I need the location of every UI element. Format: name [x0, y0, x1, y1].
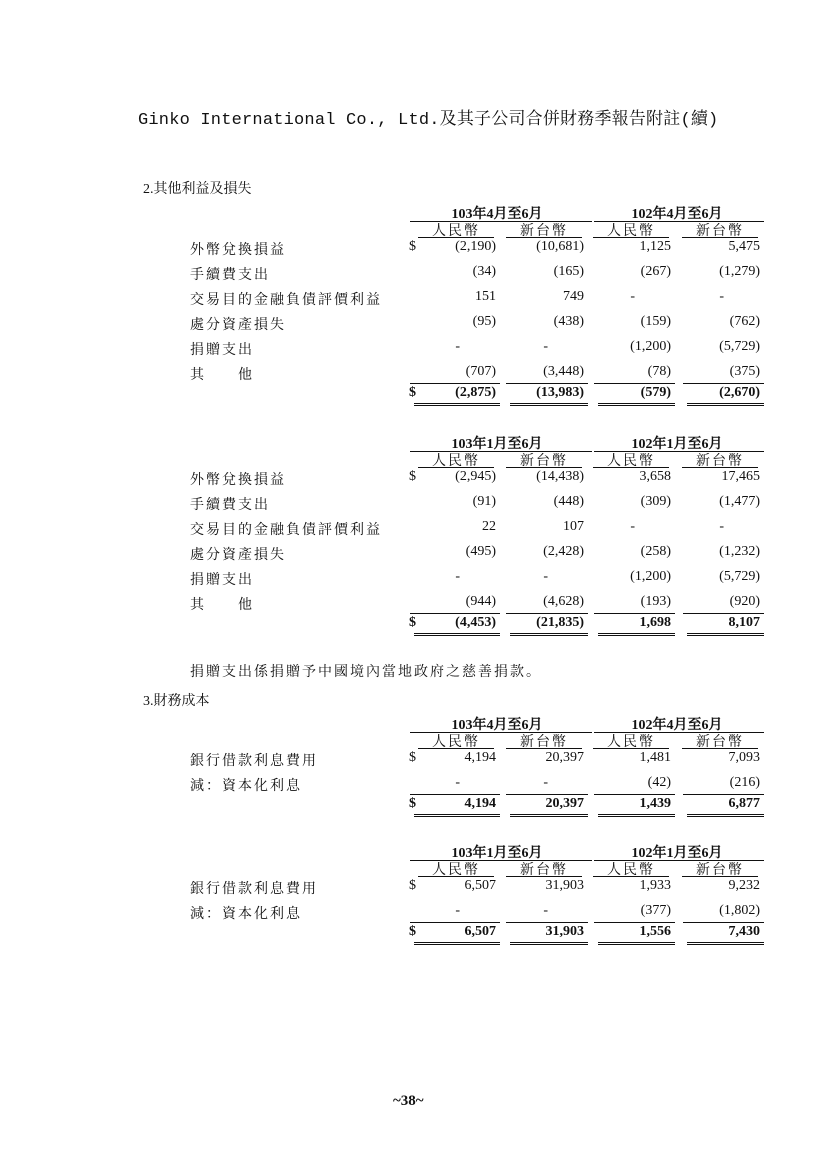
period-header-2013: 102年4月至6月	[631, 718, 723, 733]
subtotal-underline	[683, 922, 764, 923]
cell-value: (2,945)	[455, 469, 496, 484]
currency-header: 人民幣	[607, 735, 655, 750]
currency-header: 新台幣	[520, 454, 568, 469]
total-value: (2,670)	[719, 385, 760, 400]
cell-value: (707)	[465, 364, 496, 379]
currency-underline	[593, 876, 669, 877]
currency-underline	[418, 237, 494, 238]
cell-value: (375)	[729, 364, 760, 379]
currency-underline	[682, 876, 758, 877]
subtotal-underline	[506, 383, 588, 384]
cell-value: (762)	[729, 314, 760, 329]
total-value: 1,698	[639, 615, 671, 630]
period-header-2014: 103年4月至6月	[451, 207, 543, 222]
total-double-underline	[414, 814, 500, 817]
cell-value: (1,802)	[719, 903, 760, 918]
total-currency-symbol: $	[409, 615, 416, 630]
cell-value: (920)	[729, 594, 760, 609]
row-label: 銀行借款利息費用	[190, 882, 318, 897]
row-label: 處分資產損失	[190, 548, 286, 563]
subtotal-underline	[506, 794, 588, 795]
cell-value: -	[543, 903, 548, 918]
currency-underline	[418, 876, 494, 877]
currency-symbol: $	[409, 750, 416, 765]
row-label: 其 他	[190, 598, 254, 613]
cell-value: (2,428)	[543, 544, 584, 559]
currency-symbol: $	[409, 469, 416, 484]
total-value: (13,983)	[536, 385, 584, 400]
period-header-2014: 103年1月至6月	[451, 846, 543, 861]
subtotal-underline	[506, 613, 588, 614]
subtotal-underline	[410, 922, 500, 923]
currency-header: 人民幣	[432, 224, 480, 239]
cell-value: 17,465	[721, 469, 760, 484]
cell-value: 4,194	[464, 750, 496, 765]
currency-underline	[682, 237, 758, 238]
cell-value: 7,093	[728, 750, 760, 765]
total-value: 6,507	[464, 924, 496, 939]
cell-value: 1,481	[639, 750, 671, 765]
subtotal-underline	[410, 383, 500, 384]
total-value: 8,107	[728, 615, 760, 630]
cell-value: (78)	[647, 364, 671, 379]
cell-value: 3,658	[639, 469, 671, 484]
row-label: 銀行借款利息費用	[190, 754, 318, 769]
total-value: (2,875)	[455, 385, 496, 400]
currency-header: 新台幣	[520, 735, 568, 750]
total-double-underline	[598, 403, 675, 406]
subtotal-underline	[410, 794, 500, 795]
total-value: (4,453)	[455, 615, 496, 630]
cell-value: -	[719, 519, 724, 534]
cell-value: (14,438)	[536, 469, 584, 484]
row-label: 其 他	[190, 368, 254, 383]
cell-value: -	[455, 339, 460, 354]
total-double-underline	[510, 814, 588, 817]
total-value: 20,397	[545, 796, 584, 811]
total-double-underline	[510, 633, 588, 636]
cell-value: (1,200)	[630, 339, 671, 354]
subtotal-underline	[594, 922, 675, 923]
subtotal-underline	[683, 383, 764, 384]
total-double-underline	[414, 633, 500, 636]
row-label: 捐贈支出	[190, 343, 254, 358]
currency-underline	[593, 467, 669, 468]
cell-value: (34)	[472, 264, 496, 279]
currency-underline	[593, 237, 669, 238]
currency-header: 人民幣	[607, 863, 655, 878]
total-value: 1,439	[639, 796, 671, 811]
total-double-underline	[598, 814, 675, 817]
currency-header: 新台幣	[520, 224, 568, 239]
total-currency-symbol: $	[409, 796, 416, 811]
total-double-underline	[687, 942, 764, 945]
currency-header: 新台幣	[696, 454, 744, 469]
cell-value: -	[543, 775, 548, 790]
total-currency-symbol: $	[409, 385, 416, 400]
currency-header: 新台幣	[696, 863, 744, 878]
subtotal-underline	[594, 794, 675, 795]
currency-underline	[506, 467, 582, 468]
total-double-underline	[414, 942, 500, 945]
total-value: 7,430	[728, 924, 760, 939]
total-double-underline	[414, 403, 500, 406]
subtotal-underline	[683, 613, 764, 614]
currency-header: 人民幣	[432, 454, 480, 469]
subtotal-underline	[594, 383, 675, 384]
total-value: (21,835)	[536, 615, 584, 630]
cell-value: 31,903	[545, 878, 584, 893]
row-label: 外幣兌換損益	[190, 473, 286, 488]
cell-value: (5,729)	[719, 569, 760, 584]
cell-value: 9,232	[728, 878, 760, 893]
cell-value: -	[543, 569, 548, 584]
period-header-2013: 102年1月至6月	[631, 437, 723, 452]
total-double-underline	[598, 633, 675, 636]
row-label: 交易目的金融負債評價利益	[190, 523, 382, 538]
row-label: 手續費支出	[190, 498, 270, 513]
cell-value: 20,397	[545, 750, 584, 765]
currency-header: 新台幣	[520, 863, 568, 878]
period-header-2014: 103年4月至6月	[451, 718, 543, 733]
cell-value: (91)	[472, 494, 496, 509]
cell-value: (10,681)	[536, 239, 584, 254]
period-header-2013: 102年1月至6月	[631, 846, 723, 861]
currency-symbol: $	[409, 878, 416, 893]
cell-value: (1,200)	[630, 569, 671, 584]
cell-value: (1,232)	[719, 544, 760, 559]
cell-value: (159)	[640, 314, 671, 329]
total-double-underline	[598, 942, 675, 945]
cell-value: (95)	[472, 314, 496, 329]
cell-value: (1,477)	[719, 494, 760, 509]
cell-value: -	[630, 289, 635, 304]
row-label: 減：資本化利息	[190, 779, 302, 794]
period-header-2014: 103年1月至6月	[451, 437, 543, 452]
total-value: 4,194	[464, 796, 496, 811]
donation-note: 捐贈支出係捐贈予中國境內當地政府之慈善捐款。	[190, 665, 542, 680]
cell-value: -	[455, 569, 460, 584]
total-double-underline	[687, 403, 764, 406]
cell-value: (258)	[640, 544, 671, 559]
subtotal-underline	[594, 613, 675, 614]
total-value: 31,903	[545, 924, 584, 939]
period-header-2013: 102年4月至6月	[631, 207, 723, 222]
cell-value: (5,729)	[719, 339, 760, 354]
total-value: (579)	[640, 385, 671, 400]
cell-value: -	[630, 519, 635, 534]
section-3-title: 3.財務成本	[143, 694, 210, 709]
cell-value: (165)	[553, 264, 584, 279]
total-double-underline	[687, 633, 764, 636]
cell-value: 5,475	[728, 239, 760, 254]
cell-value: (377)	[640, 903, 671, 918]
cell-value: 749	[563, 289, 584, 304]
cell-value: (42)	[647, 775, 671, 790]
currency-underline	[506, 876, 582, 877]
cell-value: -	[455, 903, 460, 918]
currency-header: 新台幣	[696, 224, 744, 239]
row-label: 減：資本化利息	[190, 907, 302, 922]
currency-underline	[506, 748, 582, 749]
total-value: 6,877	[728, 796, 760, 811]
currency-header: 人民幣	[432, 863, 480, 878]
currency-underline	[593, 748, 669, 749]
total-currency-symbol: $	[409, 924, 416, 939]
subtotal-underline	[683, 794, 764, 795]
row-label: 處分資產損失	[190, 318, 286, 333]
cell-value: (2,190)	[455, 239, 496, 254]
total-double-underline	[687, 814, 764, 817]
row-label: 捐贈支出	[190, 573, 254, 588]
section-2-title: 2.其他利益及損失	[143, 182, 252, 197]
subtotal-underline	[410, 613, 500, 614]
total-value: 1,556	[639, 924, 671, 939]
cell-value: (3,448)	[543, 364, 584, 379]
subtotal-underline	[506, 922, 588, 923]
currency-underline	[418, 748, 494, 749]
page-header-title: Ginko International Co., Ltd.及其子公司合併財務季報告附註(續)	[138, 111, 719, 130]
page-number: ~38~	[393, 1093, 424, 1109]
row-label: 手續費支出	[190, 268, 270, 283]
currency-header: 人民幣	[607, 454, 655, 469]
cell-value: (448)	[553, 494, 584, 509]
cell-value: 107	[563, 519, 584, 534]
currency-underline	[682, 467, 758, 468]
cell-value: 6,507	[464, 878, 496, 893]
row-label: 交易目的金融負債評價利益	[190, 293, 382, 308]
cell-value: -	[543, 339, 548, 354]
total-double-underline	[510, 403, 588, 406]
cell-value: 22	[482, 519, 496, 534]
cell-value: (1,279)	[719, 264, 760, 279]
cell-value: 151	[475, 289, 496, 304]
cell-value: (4,628)	[543, 594, 584, 609]
currency-underline	[418, 467, 494, 468]
cell-value: (438)	[553, 314, 584, 329]
cell-value: (309)	[640, 494, 671, 509]
cell-value: (193)	[640, 594, 671, 609]
currency-underline	[682, 748, 758, 749]
row-label: 外幣兌換損益	[190, 243, 286, 258]
cell-value: (495)	[465, 544, 496, 559]
cell-value: -	[455, 775, 460, 790]
currency-header: 新台幣	[696, 735, 744, 750]
cell-value: -	[719, 289, 724, 304]
cell-value: 1,933	[639, 878, 671, 893]
currency-underline	[506, 237, 582, 238]
currency-header: 人民幣	[432, 735, 480, 750]
total-double-underline	[510, 942, 588, 945]
cell-value: 1,125	[639, 239, 671, 254]
currency-header: 人民幣	[607, 224, 655, 239]
cell-value: (216)	[729, 775, 760, 790]
currency-symbol: $	[409, 239, 416, 254]
cell-value: (944)	[465, 594, 496, 609]
cell-value: (267)	[640, 264, 671, 279]
